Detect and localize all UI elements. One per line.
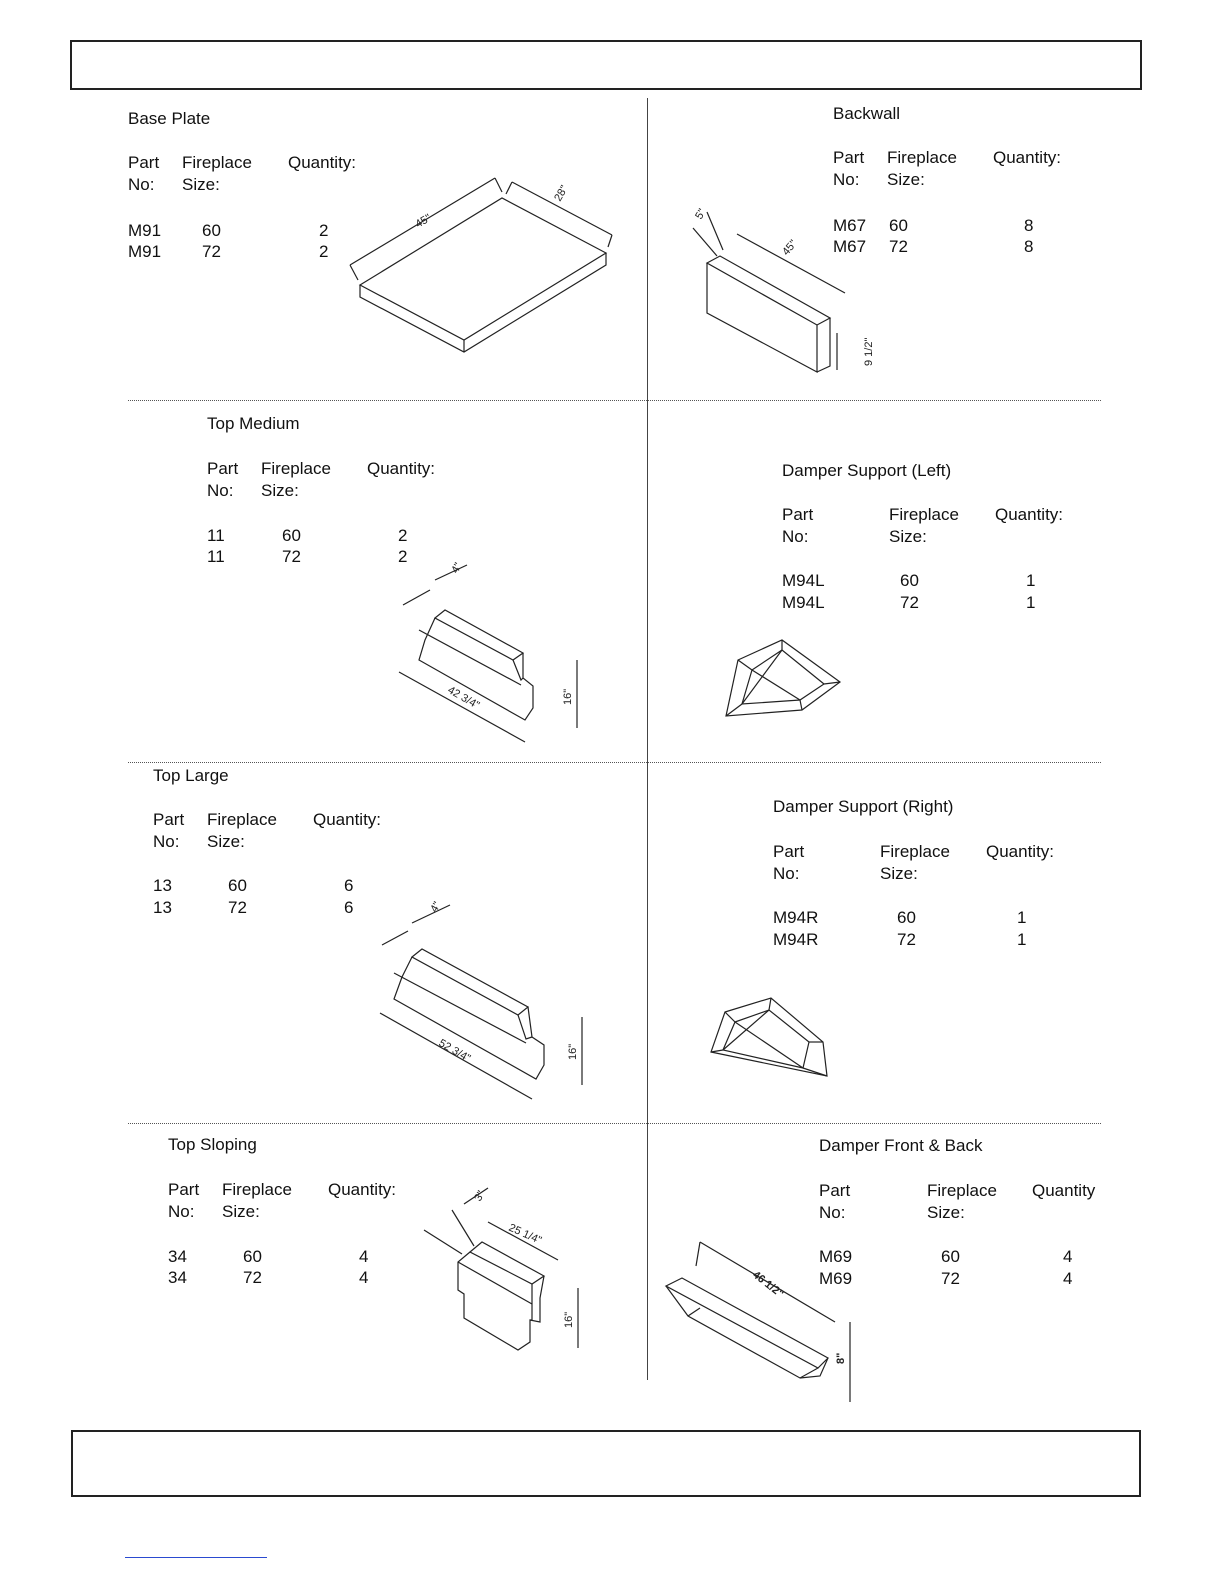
section-title: Damper Support (Right) — [773, 797, 954, 816]
header-part: Part No: — [773, 842, 805, 883]
dim-height: 16" — [562, 688, 574, 705]
size-cell: 60 — [889, 216, 908, 235]
size-cell: 60 — [941, 1247, 960, 1266]
top-large-drawing — [376, 895, 606, 1110]
dim-height: 8" — [835, 1352, 847, 1364]
dim-length: 45" — [413, 211, 434, 231]
header-size: Fireplace Size: — [887, 148, 957, 189]
header-qty: Quantity: — [313, 810, 382, 829]
top-sloping-drawing — [418, 1180, 598, 1360]
qty-cell: 4 — [1063, 1247, 1073, 1266]
header-part: Part No: — [153, 810, 185, 851]
size-cell: 72 — [889, 237, 908, 256]
dim-thickness: 4" — [449, 560, 465, 576]
footer-link-underline — [125, 1557, 267, 1558]
top-medium-drawing — [395, 560, 595, 750]
size-cell: 60 — [900, 571, 919, 590]
header-size: Fireplace Size: — [207, 810, 277, 851]
dim-length: 46 1/2" — [750, 1268, 786, 1301]
dim-thickness: 4" — [428, 899, 444, 915]
section-title: Base Plate — [128, 109, 211, 128]
section-title: Damper Front & Back — [819, 1136, 983, 1155]
part-no: 13 — [153, 876, 172, 895]
qty-cell: 2 — [398, 547, 408, 566]
dim-length: 45" — [780, 237, 800, 258]
size-cell: 72 — [897, 930, 916, 949]
qty-cell: 4 — [359, 1247, 369, 1266]
base-plate-drawing — [340, 170, 630, 360]
header-size: Fireplace Size: — [880, 842, 950, 883]
damper-front-back-drawing — [660, 1240, 865, 1410]
header-qty: Quantity: — [995, 505, 1064, 524]
part-no: 34 — [168, 1268, 187, 1287]
qty-cell: 8 — [1024, 237, 1034, 256]
section-title: Damper Support (Left) — [782, 461, 952, 480]
row-divider-3 — [128, 1123, 1101, 1124]
header-part: Part No: — [819, 1181, 851, 1222]
qty-cell: 6 — [344, 876, 354, 895]
header-part: Part No: — [833, 148, 865, 189]
section-title: Backwall — [833, 104, 901, 123]
header-qty: Quantity: — [288, 153, 357, 172]
header-qty: Quantity: — [993, 148, 1062, 167]
part-no: M94L — [782, 571, 825, 590]
damper-support-right-drawing — [705, 992, 835, 1084]
qty-cell: 1 — [1017, 930, 1027, 949]
dim-height: 16" — [567, 1043, 579, 1060]
table-row — [128, 220, 161, 242]
section-title: Top Sloping — [168, 1135, 257, 1154]
header-part: Part No: — [168, 1180, 200, 1221]
qty-cell: 8 — [1024, 216, 1034, 235]
size-cell: 60 — [202, 221, 221, 240]
qty-cell: 2 — [319, 242, 329, 261]
header-size: Fireplace Size: — [182, 153, 252, 194]
header-size: Fireplace Size: — [927, 1181, 997, 1222]
part-no: 11 — [207, 547, 225, 566]
header-qty: Quantity — [1032, 1181, 1096, 1200]
dim-length: 52 3/4" — [436, 1037, 473, 1065]
section-title: Top Medium — [207, 414, 300, 433]
header-box — [70, 40, 1142, 90]
qty-cell: 1 — [1026, 593, 1036, 612]
header-part: Part No: — [782, 505, 814, 546]
section-title: Top Large — [153, 766, 229, 785]
size-cell: 60 — [243, 1247, 262, 1266]
part-no: M94L — [782, 593, 825, 612]
dim-width: 28" — [552, 183, 571, 204]
header-qty: Quantity: — [367, 459, 436, 478]
part-no: 11 — [207, 526, 225, 545]
qty-cell: 2 — [319, 221, 329, 240]
part-no: M69 — [819, 1247, 853, 1266]
part-no: M67 — [833, 237, 867, 256]
dim-thickness: 5" — [693, 206, 709, 222]
header-part: Part No: — [128, 153, 160, 194]
size-cell: 60 — [228, 876, 247, 895]
part-no: M69 — [819, 1269, 853, 1288]
dim-length: 25 1/4" — [506, 1221, 544, 1247]
size-cell: 72 — [228, 898, 247, 917]
damper-support-left-drawing — [720, 630, 850, 720]
size-cell: 72 — [941, 1269, 960, 1288]
size-cell: 60 — [897, 908, 916, 927]
header-qty: Quantity: — [986, 842, 1055, 861]
size-cell: 72 — [202, 242, 221, 261]
dim-height: 16" — [563, 1311, 575, 1328]
dim-thickness: 3" — [472, 1188, 488, 1204]
size-cell: 60 — [282, 526, 301, 545]
header-part: Part No: — [207, 459, 239, 500]
size-cell: 72 — [900, 593, 919, 612]
header-size: Fireplace Size: — [261, 459, 331, 500]
part-no: M91 — [128, 221, 162, 240]
row-divider-2 — [128, 762, 1101, 763]
header-size: Fireplace Size: — [222, 1180, 292, 1221]
qty-cell: 4 — [359, 1268, 369, 1287]
size-cell: 72 — [282, 547, 301, 566]
qty-cell: 1 — [1017, 908, 1027, 927]
part-no: 34 — [168, 1247, 187, 1266]
size-cell: 72 — [243, 1268, 262, 1287]
dim-height: 9 1/2" — [863, 337, 875, 366]
part-no: 13 — [153, 898, 172, 917]
part-no: M94R — [773, 930, 819, 949]
header-qty: Quantity: — [328, 1180, 397, 1199]
dim-length: 42 3/4" — [445, 684, 482, 712]
footer-box — [71, 1430, 1141, 1497]
part-no: M67 — [833, 216, 867, 235]
header-size: Fireplace Size: — [889, 505, 959, 546]
part-no: M91 — [128, 242, 162, 261]
qty-cell: 4 — [1063, 1269, 1073, 1288]
backwall-drawing — [665, 198, 895, 378]
qty-cell: 2 — [398, 526, 408, 545]
qty-cell: 6 — [344, 898, 354, 917]
part-no: M94R — [773, 908, 819, 927]
qty-cell: 1 — [1026, 571, 1036, 590]
row-divider-1 — [128, 400, 1101, 401]
center-divider — [647, 98, 648, 1380]
